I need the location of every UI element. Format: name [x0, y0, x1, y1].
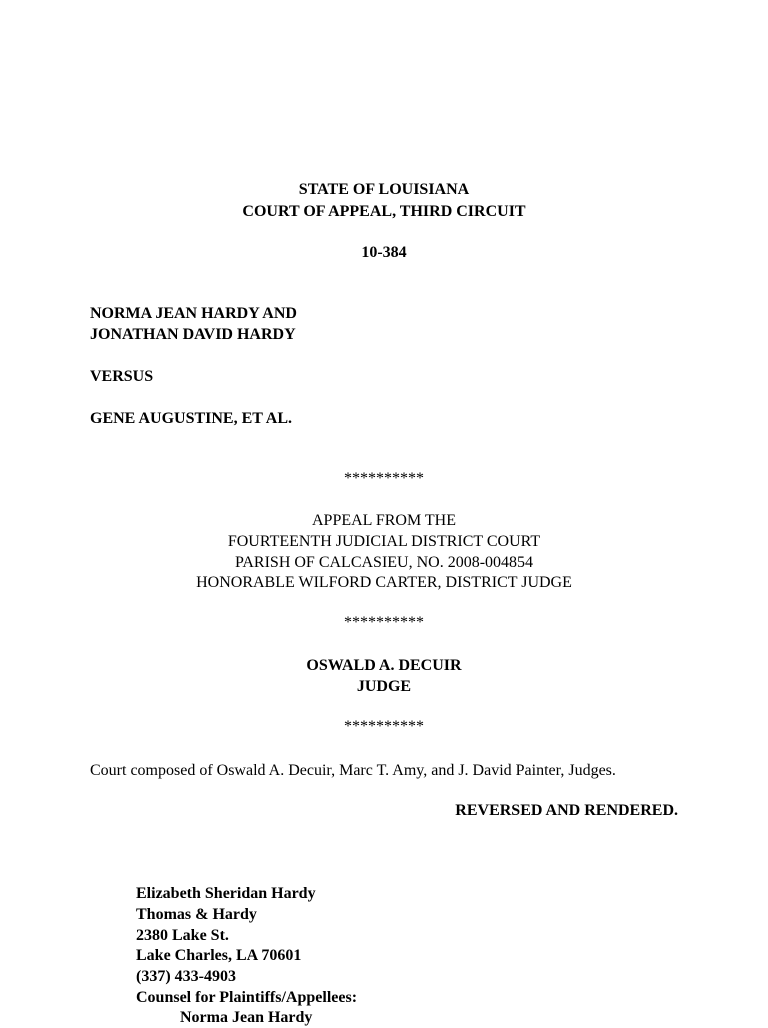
- counsel-phone: (337) 433-4903: [136, 968, 236, 985]
- counsel-name: Elizabeth Sheridan Hardy: [136, 885, 316, 902]
- state-heading: STATE OF LOUISIANA: [298, 181, 470, 198]
- disposition: REVERSED AND RENDERED.: [455, 802, 678, 819]
- plaintiffs-line-1: NORMA JEAN HARDY AND: [90, 305, 297, 322]
- author-title: JUDGE: [356, 678, 412, 695]
- appeal-line-2: FOURTEENTH JUDICIAL DISTRICT COURT: [227, 533, 541, 550]
- author-name: OSWALD A. DECUIR: [306, 657, 462, 674]
- appeal-line-1: APPEAL FROM THE: [311, 512, 457, 529]
- appeal-line-3: PARISH OF CALCASIEU, NO. 2008-004854: [234, 554, 534, 571]
- separator-2: **********: [344, 614, 424, 631]
- docket-number: 10-384: [361, 244, 407, 261]
- panel-statement: Court composed of Oswald A. Decuir, Marc T. Amy, and J. David Painter, Judges.: [90, 762, 616, 779]
- defendants: GENE AUGUSTINE, ET AL.: [90, 410, 292, 427]
- counsel-city: Lake Charles, LA 70601: [136, 947, 302, 964]
- plaintiffs-line-2: JONATHAN DAVID HARDY: [90, 326, 296, 343]
- counsel-role: Counsel for Plaintiffs/Appellees:: [136, 989, 358, 1006]
- counsel-client: Norma Jean Hardy: [180, 1009, 313, 1026]
- separator-1: **********: [344, 470, 424, 487]
- versus-label: VERSUS: [90, 368, 154, 385]
- appeal-line-4: HONORABLE WILFORD CARTER, DISTRICT JUDGE: [196, 574, 572, 591]
- court-heading: COURT OF APPEAL, THIRD CIRCUIT: [242, 203, 526, 220]
- counsel-firm: Thomas & Hardy: [136, 906, 257, 923]
- separator-3: **********: [344, 718, 424, 735]
- counsel-street: 2380 Lake St.: [136, 927, 229, 944]
